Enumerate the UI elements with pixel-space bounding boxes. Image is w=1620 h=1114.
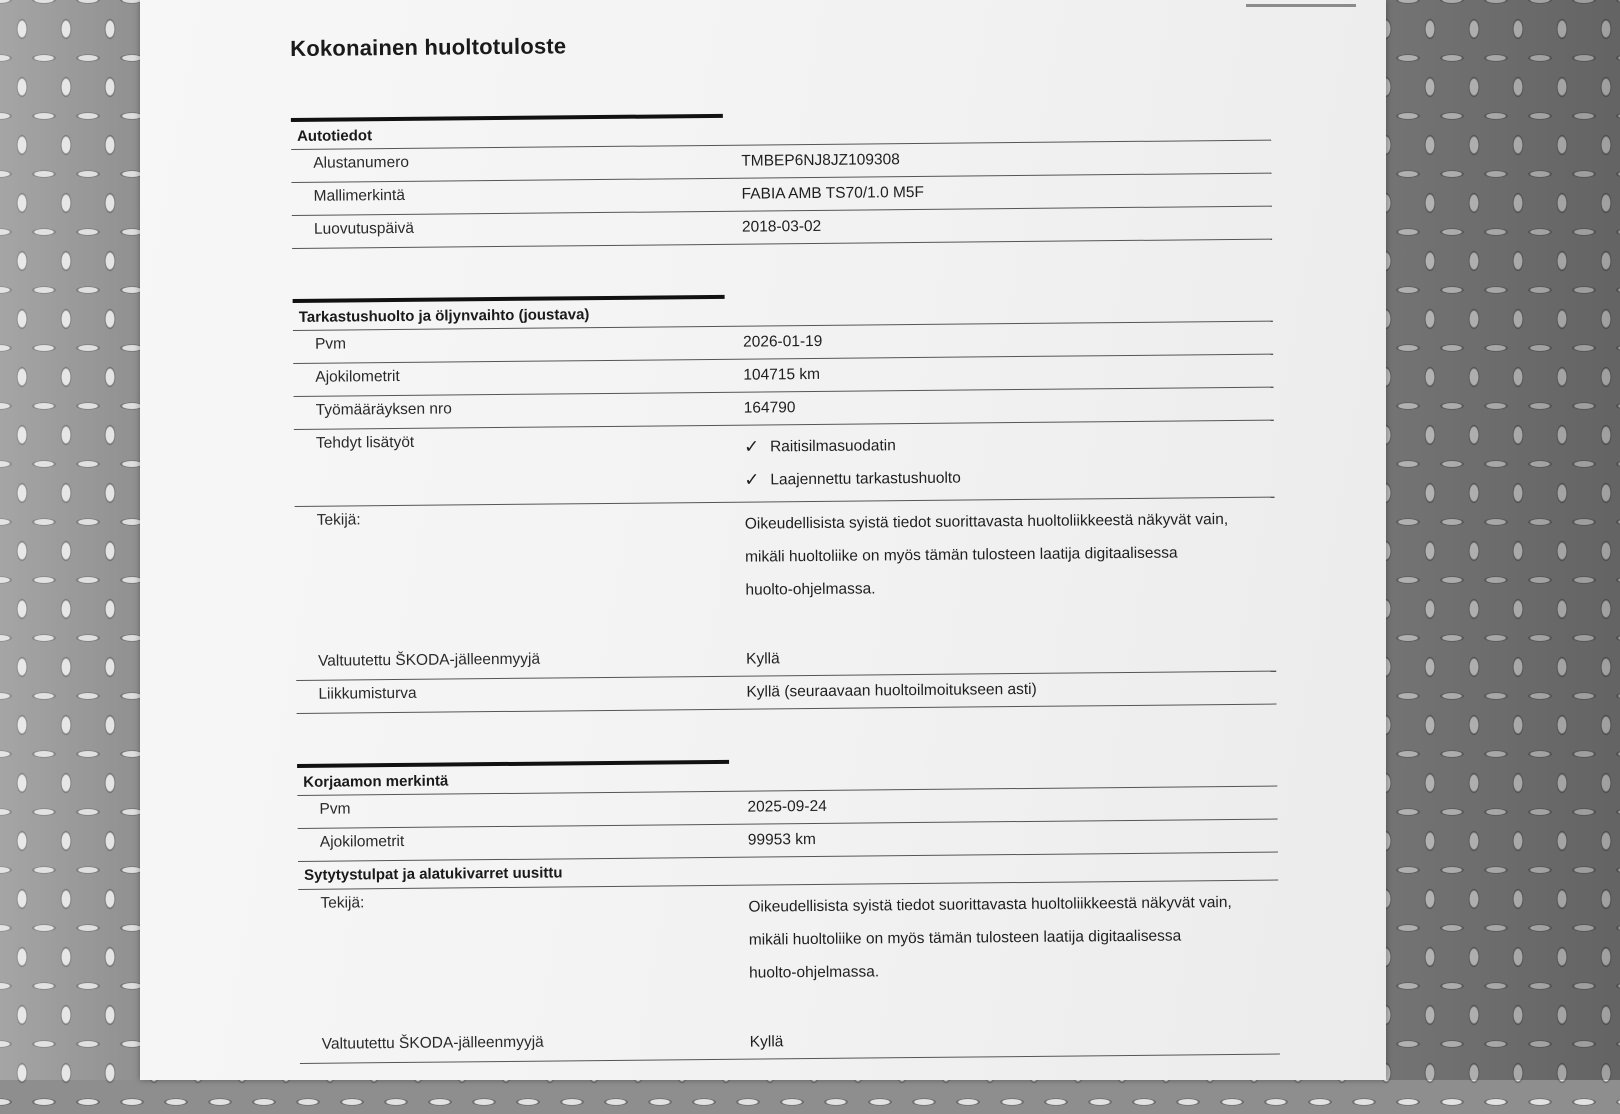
maker-note-line: huolto-ohjelmassa.	[745, 580, 876, 599]
row-value: FABIA AMB TS70/1.0 M5F	[741, 183, 925, 203]
maker-note	[748, 886, 1279, 990]
row-label: Tekijä:	[320, 894, 365, 912]
row-value: 2026-01-19	[742, 332, 823, 351]
row-label: Tehdyt lisätyöt	[315, 433, 415, 452]
floor-plate-left	[0, 0, 160, 1080]
row-label: Työmääräyksen nro	[315, 400, 452, 419]
extra-work-item: Raitisilmasuodatin	[769, 437, 896, 456]
checkmark-icon: ✓	[743, 436, 760, 457]
maker-row	[295, 498, 1276, 616]
row-value: 104715 km	[743, 365, 821, 384]
row-value: Kyllä (seuraavaan huoltoilmoitukseen asti)	[746, 680, 1037, 701]
row-label: Luovutuspäivä	[313, 219, 414, 238]
row-label: Pvm	[314, 335, 347, 353]
row-label: Liikkumisturva	[318, 684, 417, 703]
extra-work-item: Laajennettu tarkastushuolto	[770, 469, 961, 489]
brand-logo-fragment	[1246, 0, 1356, 7]
section-vehicle-info	[291, 109, 1272, 249]
row-value: 99953 km	[747, 830, 816, 849]
row-value: Kyllä	[745, 650, 780, 668]
document-title: Kokonainen huoltotuloste	[290, 33, 567, 61]
row-label: Valtuutettu ŠKODA-jälleenmyyjä	[321, 1033, 544, 1053]
extra-work-row	[294, 421, 1275, 507]
section-workshop-entry	[297, 755, 1280, 1064]
row-label: Ajokilometrit	[315, 367, 400, 386]
row-value: 2018-03-02	[741, 217, 822, 236]
list-item	[744, 459, 1274, 497]
checkmark-icon: ✓	[744, 469, 760, 490]
maker-note-line: huolto-ohjelmassa.	[749, 963, 880, 982]
extra-work-list	[744, 426, 1275, 497]
row-label: Alustanumero	[313, 153, 410, 172]
row-label: Mallimerkintä	[313, 186, 406, 205]
row-label: Valtuutettu ŠKODA-jälleenmyyjä	[317, 650, 541, 670]
service-printout-sheet	[140, 0, 1386, 1080]
section-title: Autotiedot	[291, 113, 1271, 150]
workshop-note: Sytytystulpat ja alatukivarret uusittu	[298, 853, 1278, 890]
maker-note-line: Oikeudellisista syistä tiedot suorittavasta huoltoliikkeestä näkyvät vain,	[748, 894, 1232, 916]
row-label: Pvm	[319, 800, 351, 818]
row-label: Tekijä:	[316, 511, 361, 529]
row-value: TMBEP6NJ8JZ109308	[741, 151, 900, 170]
maker-note-line: Oikeudellisista syistä tiedot suorittavasta huoltoliikkeestä näkyvät vain,	[744, 511, 1229, 533]
section-title: Tarkastushuolto ja öljynvaihto (joustava)	[293, 294, 1273, 331]
maker-note	[745, 503, 1276, 607]
printout-content	[290, 19, 1280, 1114]
row-value: 2025-09-24	[747, 797, 827, 816]
row-value: Kyllä	[749, 1033, 784, 1051]
floor-plate-right	[1380, 0, 1620, 1080]
row-label: Ajokilometrit	[319, 832, 405, 851]
row-value: 164790	[743, 399, 796, 417]
maker-row	[298, 881, 1279, 999]
section-inspection-service	[293, 290, 1277, 714]
section-title: Korjaamon merkintä	[297, 759, 1277, 796]
maker-note-line: mikäli huoltoliike on myös tämän tulosteen laatija digitaalisessa	[748, 927, 1182, 949]
list-item	[744, 426, 1274, 464]
maker-note-line: mikäli huoltoliike on myös tämän tulosteen laatija digitaalisessa	[745, 544, 1178, 566]
